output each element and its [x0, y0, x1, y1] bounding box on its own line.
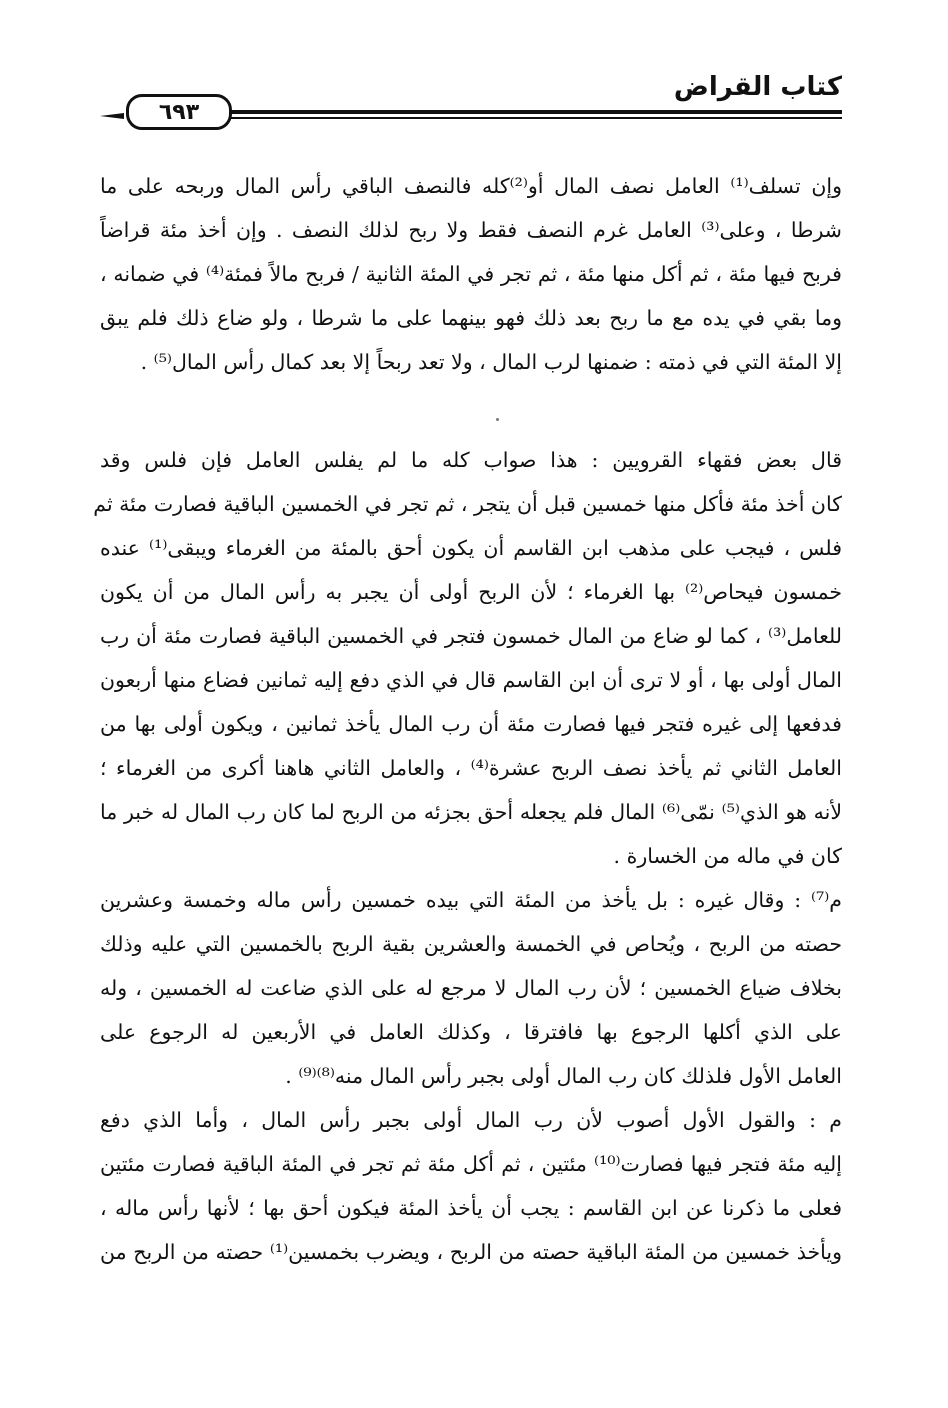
text-line: م : والقول الأول أصوب لأن رب المال أولى بجبر رأس المال ، وأما الذي دفع — [100, 1108, 842, 1132]
paragraph-1 — [100, 164, 842, 384]
text-line: فدفعها إلى غيره فتجر فيها فصارت مئة أن رب المال يأخذ ثمانين ، ويكون أولى بها من — [100, 712, 842, 736]
text-line: ويأخذ خمسين من المئة الباقية حصته من الربح ، ويضرب بخمسين⁽¹⁾ حصته من الربح من — [100, 1240, 843, 1264]
text-line: العامل الثاني ثم يأخذ نصف الربح عشرة⁽⁴⁾ ، والعامل الثاني هاهنا أكرى من الغرماء ؛ — [100, 756, 842, 780]
text-line: وما بقي في يده مع ما ربح بعد ذلك فهو بينهما على ما شرطا ، ولو ضاع ذلك فلم يبق — [100, 306, 842, 330]
text-line: فربح فيها مئة ، ثم أكل منها مئة ، ثم تجر في المئة الثانية / فربح مالاً فمئة⁽⁴⁾ في ضمانه ، — [100, 262, 842, 286]
page-number: ٦٩٣ — [126, 94, 232, 130]
text-line: خمسون فيحاص⁽²⁾ بها الغرماء ؛ لأن الربح أولى أن يجبر به رأس المال من أن يكون — [100, 580, 842, 604]
text-line: حصته من الربح ، ويُحاص في الخمسة والعشرين بقية الربح بالخمسين التي عليه وذلك — [100, 932, 842, 956]
text-line: م⁽⁷⁾ : وقال غيره : بل يأخذ من المئة التي بيده خمسين رأس ماله وخمسة وعشرين — [100, 888, 842, 912]
text-line: كان أخذ مئة فأكل منها خمسين قبل أن يتجر ، ثم تجر في الخمسين الباقية فصارت مئة ثم — [93, 492, 842, 516]
text-line: فعلى ما ذكرنا عن ابن القاسم : يجب أن يأخذ المئة فيكون أحق بها ؛ لأنها رأس ماله ، — [100, 1196, 842, 1220]
text-line: للعامل⁽³⁾ ، كما لو ضاع من المال خمسون فتجر في الخمسين الباقية فصارت مئة أن رب — [100, 624, 842, 648]
book-title: كتاب القراض — [673, 72, 842, 102]
paragraph-2 — [93, 438, 843, 878]
text-line: كان في ماله من الخسارة . — [613, 844, 842, 868]
text-line: فلس ، فيجب على مذهب ابن القاسم أن يكون أحق بالمئة من الغرماء ويبقى⁽¹⁾ عنده — [100, 536, 842, 560]
text-line: إليه مئة فتجر فيها فصارت⁽¹⁰⁾ مئتين ، ثم أكل مئة ثم تجر في المئة الباقية فصارت مئتين — [100, 1152, 842, 1176]
text-line: لأنه هو الذي⁽⁵⁾ نمّى⁽⁶⁾ المال فلم يجعله أحق بجزئه من الربح لما كان رب المال له خبر ما — [100, 800, 843, 824]
text-line: العامل الأول فلذلك كان رب المال أولى بجبر رأس المال منه⁽⁸⁾⁽⁹⁾ . — [285, 1064, 842, 1088]
page-header — [100, 62, 842, 132]
text-line: شرطا ، وعلى⁽³⁾ العامل غرم النصف فقط ولا ربح لذلك النصف . وإن أخذ مئة قراضاً — [100, 218, 842, 242]
paragraph-4 — [100, 1098, 842, 1274]
text-line: إلا المئة التي في ذمته : ضمنها لرب المال ، ولا تعد ربحاً إلا بعد كمال رأس المال⁽⁵⁾ . — [140, 350, 842, 374]
text-line: قال بعض فقهاء القرويين : هذا صواب كله ما لم يفلس العامل فإن فلس وقد — [100, 448, 842, 472]
paragraph-gap — [100, 384, 842, 438]
paragraph-3 — [100, 878, 842, 1098]
text-line: وإن تسلف⁽¹⁾ العامل نصف المال أو⁽²⁾كله فالنصف الباقي رأس المال وربحه على ما — [100, 174, 842, 198]
text-line: على الذي أكلها الرجوع بها فافترقا ، وكذلك العامل في الأربعين له الرجوع على — [100, 1020, 842, 1044]
page-body — [93, 164, 843, 1274]
text-line: بخلاف ضياع الخمسين ؛ لأن رب المال لا مرجع له على الذي ضاعت له الخمسين ، وله — [100, 976, 842, 1000]
text-line: المال أولى بها ، أو لا ترى أن ابن القاسم قال في الذي دفع إليه ثمانين فضاع منها أربعون — [100, 668, 842, 692]
